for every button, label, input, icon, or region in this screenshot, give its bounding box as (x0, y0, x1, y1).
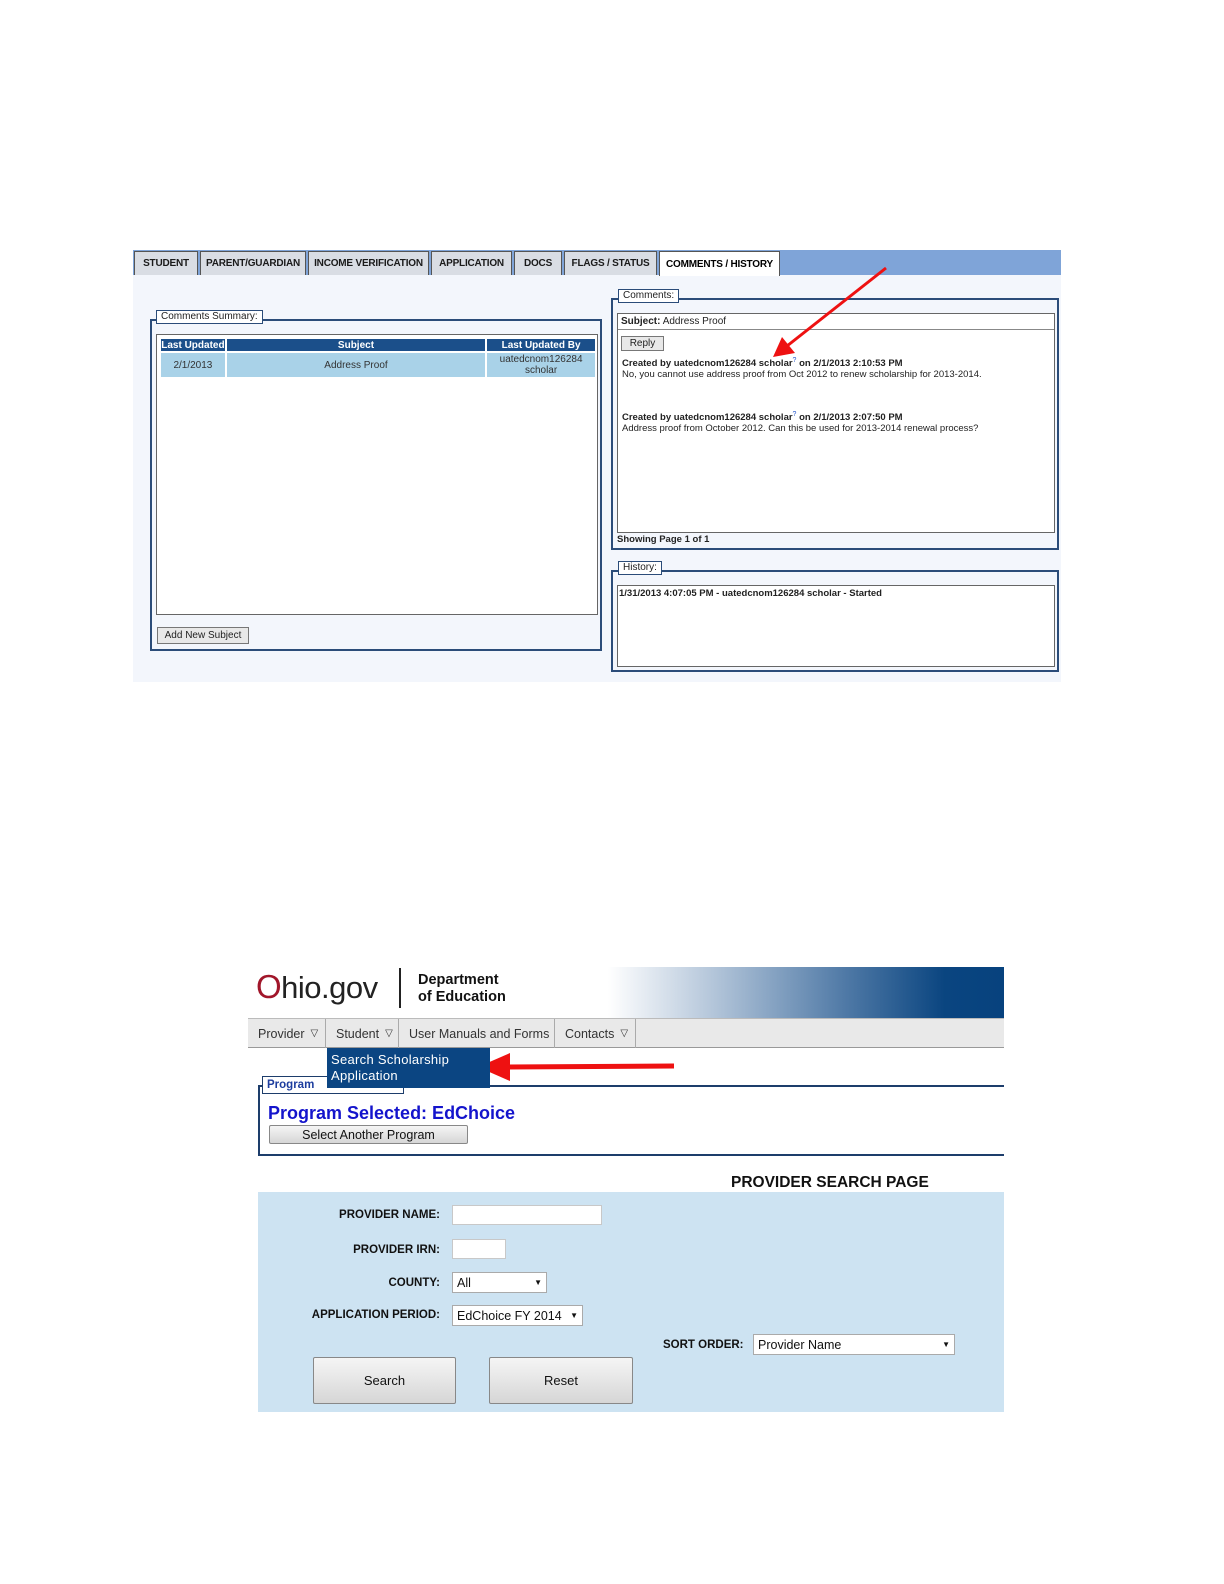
program-legend: Program (262, 1076, 404, 1094)
info-icon[interactable]: ? (792, 357, 797, 364)
caret-down-icon: ▼ (942, 1340, 950, 1349)
department-title: Department of Education (418, 972, 506, 1005)
col-last-updated-by: Last Updated By (486, 338, 596, 352)
menu-student[interactable]: Student ▽ (326, 1019, 399, 1048)
search-button[interactable]: Search (313, 1357, 456, 1404)
sort-order-label: SORT ORDER: (663, 1339, 744, 1351)
county-select[interactable]: All ▼ (452, 1272, 547, 1293)
chevron-down-icon: ▽ (385, 1028, 393, 1039)
tab-docs[interactable]: DOCS (514, 251, 562, 275)
comment-text-2: Address proof from October 2012. Can this be used for 2013-2014 renewal process? (622, 423, 979, 434)
info-icon[interactable]: ? (792, 411, 797, 418)
select-another-program-button[interactable]: Select Another Program (269, 1125, 468, 1144)
comment-created-2: Created by uatedcnom126284 scholar? on 2/1/2013 2:07:50 PM (622, 411, 903, 424)
application-period-select[interactable]: EdChoice FY 2014 ▼ (452, 1305, 583, 1326)
col-subject: Subject (226, 338, 486, 352)
provider-search-screenshot (248, 960, 1004, 1412)
reply-button[interactable]: Reply (621, 336, 664, 351)
menu-provider[interactable]: Provider ▽ (248, 1019, 326, 1048)
search-form (258, 1192, 1004, 1412)
menu-contacts[interactable]: Contacts ▽ (555, 1019, 636, 1048)
subject-value: Address Proof (662, 316, 727, 327)
menu-user-manuals[interactable]: User Manuals and Forms (399, 1019, 555, 1048)
county-label: COUNTY: (388, 1277, 440, 1289)
chevron-down-icon: ▽ (620, 1028, 629, 1039)
page-title: PROVIDER SEARCH PAGE (731, 1174, 929, 1191)
comment-created-1: Created by uatedcnom126284 scholar? on 2/1/2013 2:10:53 PM (622, 357, 903, 370)
application-period-label: APPLICATION PERIOD: (311, 1309, 440, 1321)
provider-name-label: PROVIDER NAME: (339, 1209, 440, 1221)
program-selected-title: Program Selected: EdChoice (268, 1103, 516, 1123)
provider-name-input[interactable] (452, 1205, 602, 1225)
red-arrow-comments-icon (773, 268, 886, 357)
tab-application[interactable]: APPLICATION (431, 251, 512, 275)
tab-parent-guardian[interactable]: PARENT/GUARDIAN (200, 251, 306, 275)
provider-irn-label: PROVIDER IRN: (353, 1244, 440, 1256)
history-legend: History: (618, 561, 662, 575)
comments-legend: Comments: (618, 289, 679, 303)
comment-text-1: No, you cannot use address proof from Oct 2012 to renew scholarship for 2013-2014. (622, 369, 982, 380)
tab-comments-history[interactable]: COMMENTS / HISTORY (659, 251, 780, 276)
by-line1: uatedcnom126284 (499, 354, 583, 365)
logo-divider (399, 968, 401, 1008)
tab-flags-status[interactable]: FLAGS / STATUS (564, 251, 657, 275)
student-dropdown-menu[interactable] (327, 1048, 490, 1088)
header-banner (608, 967, 1004, 1018)
cell-subject[interactable]: Address Proof (226, 352, 486, 378)
comments-summary-legend: Comments Summary: (156, 310, 263, 324)
dropdown-item-search-scholarship[interactable]: Search Scholarship (331, 1052, 450, 1067)
ohio-gov-logo[interactable]: Ohio.gov (256, 968, 378, 1005)
provider-irn-input[interactable] (452, 1239, 506, 1259)
by-line2: scholar (524, 365, 558, 376)
tab-income-verification[interactable]: INCOME VERIFICATION (308, 251, 429, 275)
subject-label: Subject: (621, 316, 661, 327)
chevron-down-icon: ▽ (310, 1028, 319, 1039)
paging-text: Showing Page 1 of 1 (617, 534, 710, 545)
caret-down-icon: ▼ (570, 1311, 578, 1320)
cell-last-updated: 2/1/2013 (160, 352, 226, 378)
main-menu (248, 1018, 1004, 1048)
sort-order-select[interactable]: Provider Name ▼ (753, 1334, 955, 1355)
dropdown-item-application[interactable]: Application (331, 1068, 398, 1083)
col-last-updated: Last Updated (161, 339, 225, 351)
tab-student[interactable]: STUDENT (134, 251, 198, 275)
caret-down-icon: ▼ (534, 1278, 542, 1287)
reset-button[interactable]: Reset (489, 1357, 633, 1404)
history-entry: 1/31/2013 4:07:05 PM - uatedcnom126284 scholar - Started (619, 588, 882, 599)
add-new-subject-button[interactable]: Add New Subject (157, 627, 249, 644)
